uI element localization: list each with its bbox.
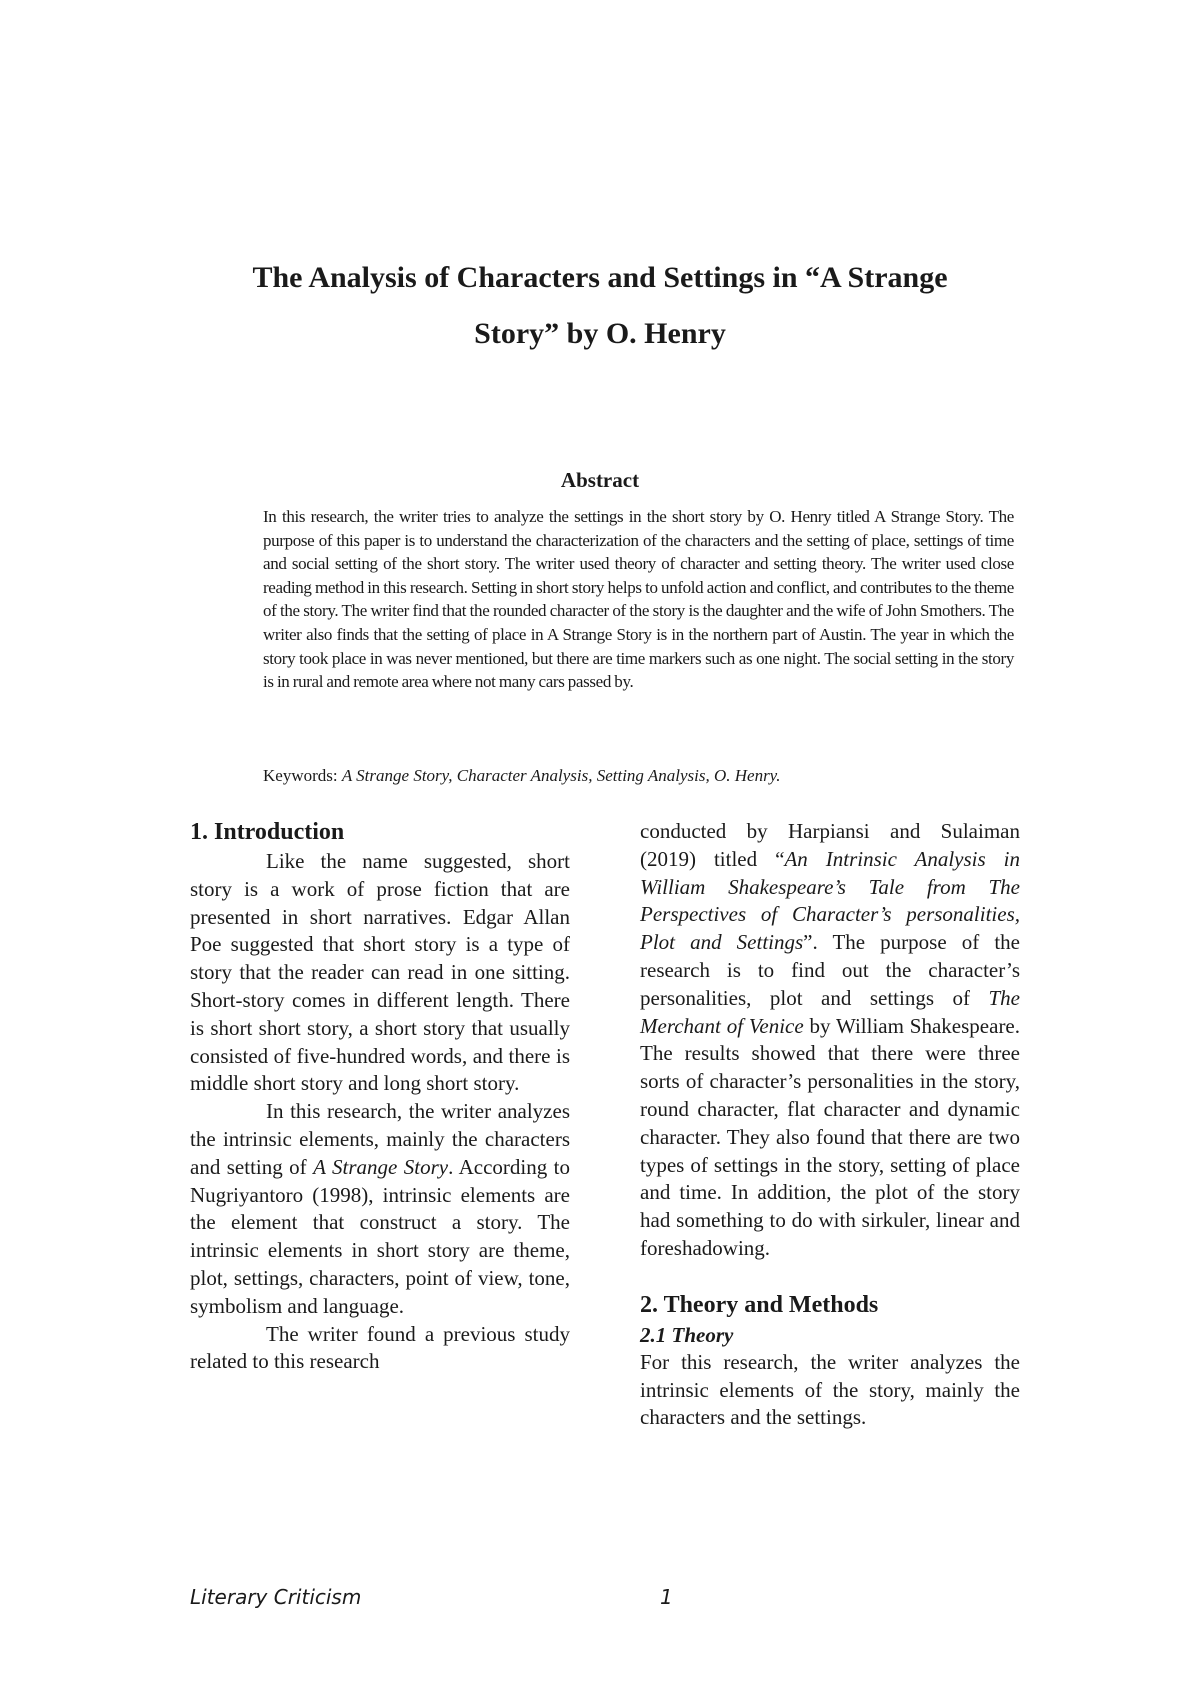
story-title-italic: A Strange Story: [313, 1154, 449, 1179]
abstract-heading: Abstract: [560, 468, 640, 492]
keywords-label: Keywords:: [263, 766, 338, 785]
intro-paragraph-2: [190, 1098, 570, 1320]
introduction-heading: 1. Introduction: [190, 819, 345, 845]
intro-paragraph-2-text-b: . According to Nugriyantoro (1998), intrinsic elements are the element that construct a story. The intrinsic elements in short story are theme, plot, settings, characters, point of view, tone, symbolism and language.: [190, 1154, 571, 1318]
keywords-value: A Strange Story, Character Analysis, Setting Analysis, O. Henry.: [341, 766, 781, 785]
paper-title-line-1: The Analysis of Characters and Settings in “A Strange: [252, 261, 948, 294]
intro-paragraph-3-text-a: conducted by Harpiansi and Sulaiman (2019) titled “: [640, 819, 1020, 871]
intro-paragraph-3-continued: [640, 818, 1020, 1263]
intro-paragraph-3-text-b: ”. The purpose of the research is to find out the character’s personalities, plot and settings of: [640, 930, 1020, 1010]
footer-journal-name: Literary Criticism: [190, 1585, 362, 1609]
intro-paragraph-3: The writer found a previous study related to this research: [190, 1321, 570, 1374]
paper-title: [150, 250, 1050, 362]
theory-methods-heading: 2. Theory and Methods: [640, 1291, 879, 1318]
intro-paragraph-1: Like the name suggested, short story is a work of prose fiction that are presented in short narratives. Edgar Allan Poe suggested that short story is a type of story that the reader can read in one sitting. Short-story comes in different length. There is short short story, a short story that usually consisted of five-hundred words, and there is middle short story and long short story.: [190, 849, 570, 1096]
right-column: [640, 818, 1020, 1432]
previous-study-title: An Intrinsic Analysis in William Shakespeare’s Tale from The Perspectives of Character’s personalities, Plot and Settings: [640, 846, 1020, 955]
keywords: [263, 766, 1014, 786]
intro-paragraph-2-text-a: In this research, the writer analyzes the intrinsic elements, mainly the characters and setting of: [190, 1099, 570, 1179]
theory-paragraph-1: For this research, the writer analyzes the intrinsic elements of the story, mainly the characters and the settings.: [640, 1349, 1020, 1430]
intro-paragraph-3-text-c: by William Shakespeare. The results showed that there were three sorts of character’s personalities in the story, round character, flat character and dynamic character. They also found that there are two types of settings in the story, setting of place and time. In addition, the plot of the story had something to do with sirkuler, linear and foreshadowing.: [640, 1013, 1021, 1260]
merchant-of-venice-title: The Merchant of Venice: [640, 985, 1020, 1038]
footer-page-number: 1: [660, 1585, 673, 1609]
theory-subheading: 2.1 Theory: [640, 1322, 734, 1347]
paper-title-line-2: Story” by O. Henry: [474, 317, 726, 350]
left-column: [190, 818, 570, 1376]
abstract-body: In this research, the writer tries to analyze the settings in the short story by O. Henry titled A Strange Story. The purpose of this paper is to understand the characterization of the characters and the setting of place, settings of time and social setting of the short story. The writer used theory of character and setting theory. The writer used close reading method in this research. Setting in short story helps to unfold action and conflict, and contributes to the theme of the story. The writer find that the rounded character of the story is the daughter and the wife of John Smothers. The writer also finds that the setting of place in A Strange Story is in the northern part of Austin. The year in which the story took place in was never mentioned, but there are time markers such as one night. The social setting in the story is in rural and remote area where not many cars passed by.: [263, 507, 1014, 692]
